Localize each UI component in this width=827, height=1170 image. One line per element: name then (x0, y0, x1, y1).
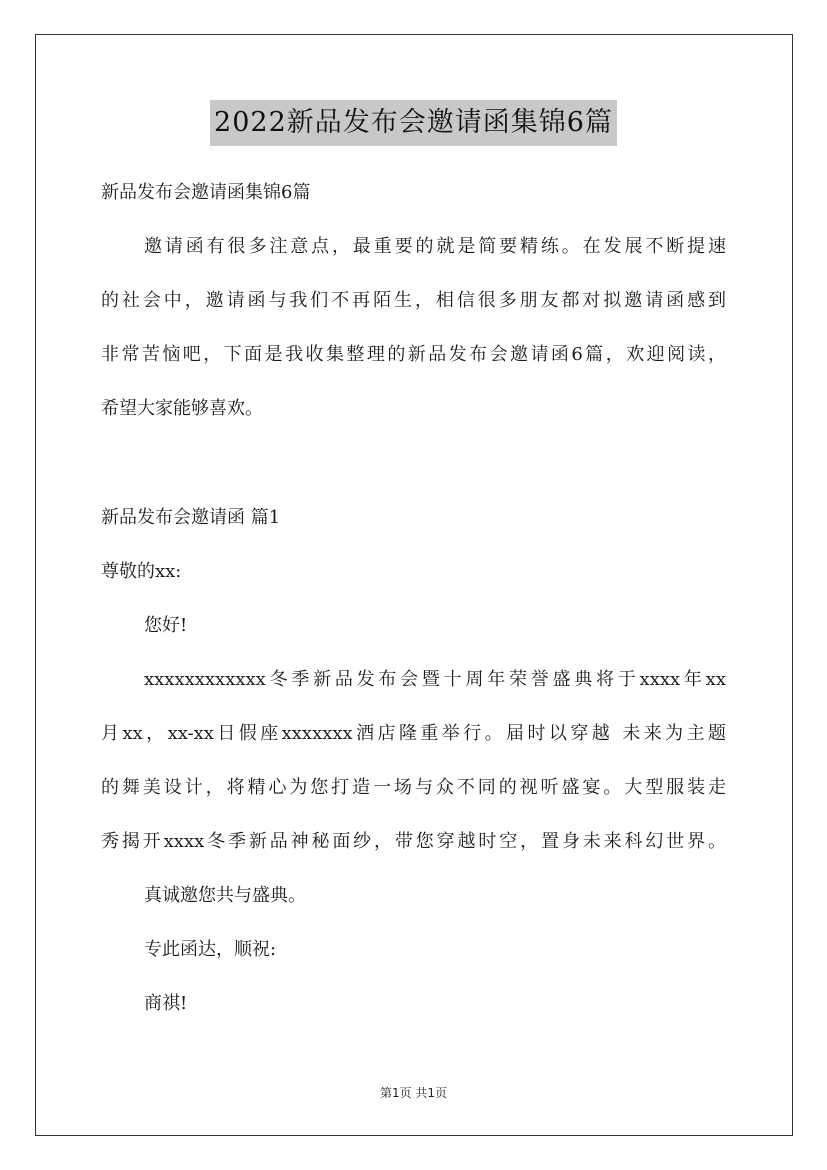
intro-line: 非常苦恼吧，下面是我收集整理的新品发布会邀请函6篇，欢迎阅读， (101, 344, 726, 365)
closing-line: 商祺! (144, 993, 188, 1014)
intro-line: 希望大家能够喜欢。 (101, 398, 263, 419)
greeting: 您好! (144, 615, 188, 636)
closing-line: 真诚邀您共与盛典。 (144, 885, 306, 906)
page-footer: 第1页 共1页 (379, 1086, 448, 1100)
intro-line: 邀请函有很多注意点，最重要的就是简要精练。在发展不断提速 (144, 236, 726, 257)
body-line: 秀揭开xxxx冬季新品神秘面纱，带您穿越时空，置身未来科幻世界。 (101, 831, 726, 852)
body-line: xxxxxxxxxxxx冬季新品发布会暨十周年荣誉盛典将于xxxx年xx (144, 669, 726, 690)
title-container (0, 100, 827, 146)
intro-line: 的社会中，邀请函与我们不再陌生，相信很多朋友都对拟邀请函感到 (101, 290, 726, 311)
closing-line: 专此函达，顺祝: (144, 939, 277, 960)
section-heading: 新品发布会邀请函 篇1 (101, 507, 281, 528)
salutation: 尊敬的xx: (101, 561, 182, 582)
subtitle: 新品发布会邀请函集锦6篇 (101, 182, 311, 203)
document-title: 2022新品发布会邀请函集锦6篇 (210, 100, 617, 146)
body-line: 月xx，xx-xx日假座xxxxxxx酒店隆重举行。届时以穿越 未来为主题 (101, 723, 726, 744)
body-line: 的舞美设计，将精心为您打造一场与众不同的视听盛宴。大型服装走 (101, 777, 726, 798)
